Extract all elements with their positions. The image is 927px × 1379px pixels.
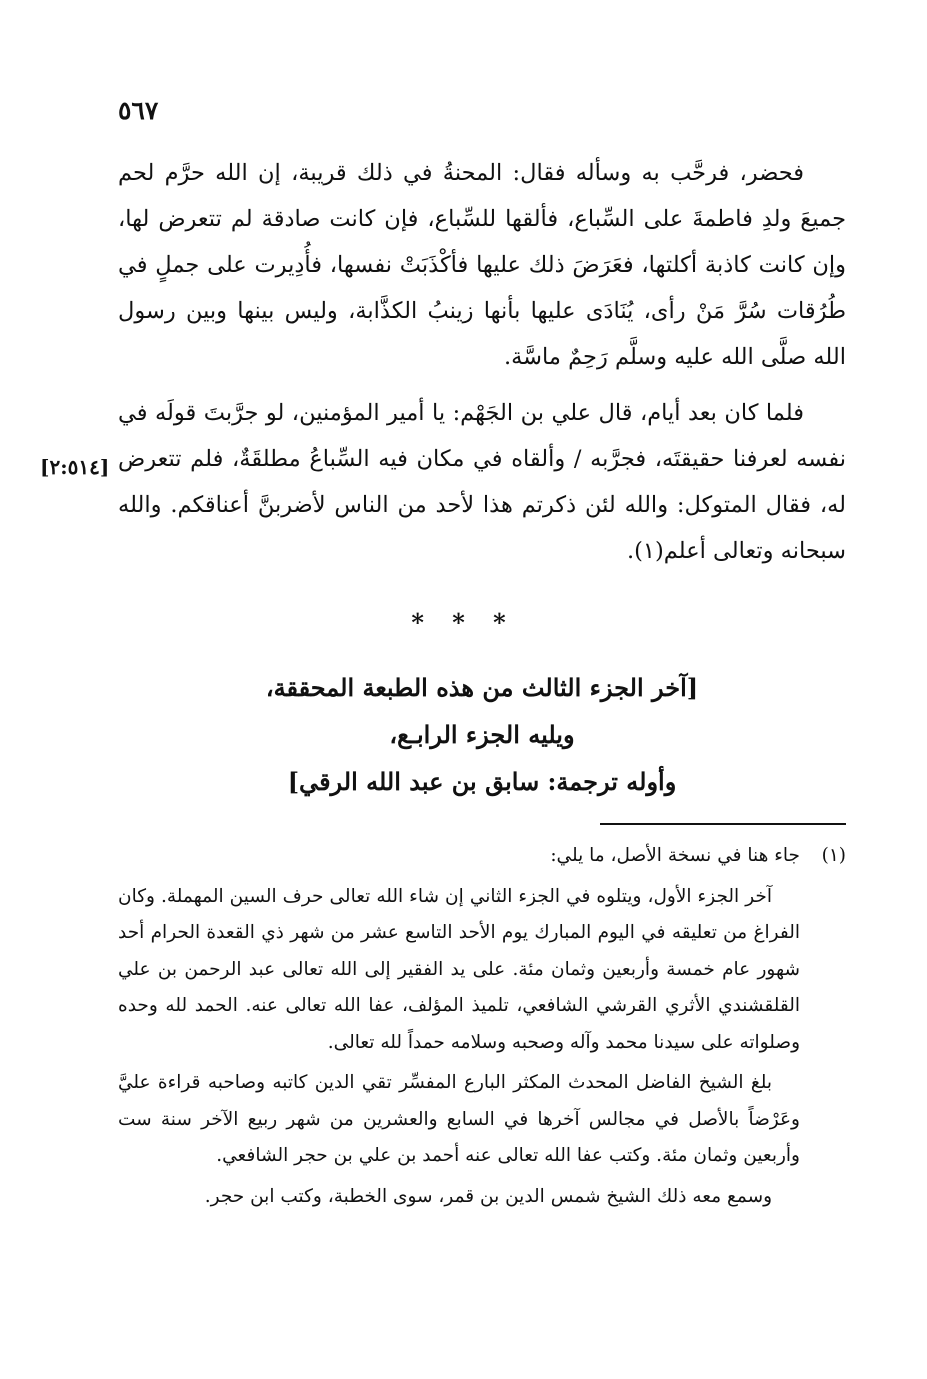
footnote-marker: (١)	[821, 845, 846, 866]
footnote-paragraph-4: وسمع معه ذلك الشيخ شمس الدين بن قمر، سوى الخطبة، وكتب ابن حجر.	[204, 1185, 772, 1207]
footnotes	[118, 838, 846, 1215]
paragraph-1: فحضر، فرحَّب به وسأله فقال: المحنةُ في ذلك قريبة، إن الله حرَّم لحم جميعَ ولدِ فاطمةَ على السِّباع، فألقها للسِّباع، فإن كانت صادقة لم تتعرض لها، وإن كانت كاذبة أكلتها، فعَرَضَ ذلك عليها فأكْذَبَتْ نفسها، فأُدِيرت على جملٍ في طُرُقات سُرَّ مَنْ رأى، يُنَادَى عليها بأنها زينبُ الكذَّابة، وليس بينها وبين رسول الله صلَّى الله عليه وسلَّم رَحِمٌ ماسَّة.	[118, 160, 846, 370]
paragraph-2: فلما كان بعد أيام، قال علي بن الجَهْم: يا أمير المؤمنين، لو جرَّبتَ قولَه في نفسه لعرفنا حقيقتَه، فجرَّبه / وألقاه في مكان فيه السِّباعُ مطلقَةٌ، فلم تتعرض له، فقال المتوكل: والله لئن ذكرتم هذا لأحد من الناس لأضربنَّ أعناقكم. والله سبحانه وتعالى أعلم(١).	[118, 400, 846, 564]
footnote-paragraph-2: آخر الجزء الأول، ويتلوه في الجزء الثاني إن شاء الله تعالى حرف السين المهملة. وكان الفراغ من تعليقه في اليوم المبارك يوم الأحد التاسع عشر من شهر ذي القعدة الحرام أحد شهور عام خمسة وأربعين وثمان مئة. على يد الفقير إلى الله تعالى عبد الرحمن بن علي القلقشندي الأثري القرشي الشافعي، تلميذ المؤلف، عفا الله تعالى عنه. الحمد لله وحده وصلواته على سيدنا محمد وآله وصحبه وسلامه حمداً لله تعالى.	[118, 885, 800, 1053]
section-separator: * * *	[411, 608, 516, 637]
colophon-line-3: وأوله ترجمة: سابق بن عبد الله الرقي]	[287, 767, 677, 796]
footnote-paragraph-3: بلغ الشيخ الفاضل المحدث المكثر البارع المفسِّر تقي الدين كاتبه وصاحبه قراءة عليَّ وعَرْضاً بالأصل في مجالس آخرها في السابع والعشرين من شهر ربيع الآخر سنة ست وأربعين وثمان مئة. وكتب عفا الله تعالى عنه أحمد بن علي بن حجر الشافعي.	[118, 1072, 800, 1166]
footnote-paragraph-1: جاء هنا في نسخة الأصل، ما يلي:	[550, 845, 800, 866]
footnote-body	[118, 838, 800, 1215]
page-number: ٥٦٧	[118, 96, 159, 125]
footnote-1	[118, 838, 846, 1215]
footnote-divider	[600, 823, 846, 825]
main-text	[118, 150, 846, 574]
colophon-line-2: ويليه الجزء الرابـع،	[389, 720, 575, 749]
margin-reference: [٢:٥١٤]	[40, 455, 110, 479]
colophon-line-1: [آخر الجزء الثالث من هذه الطبعة المحققة،	[265, 673, 699, 702]
colophon	[118, 664, 846, 805]
